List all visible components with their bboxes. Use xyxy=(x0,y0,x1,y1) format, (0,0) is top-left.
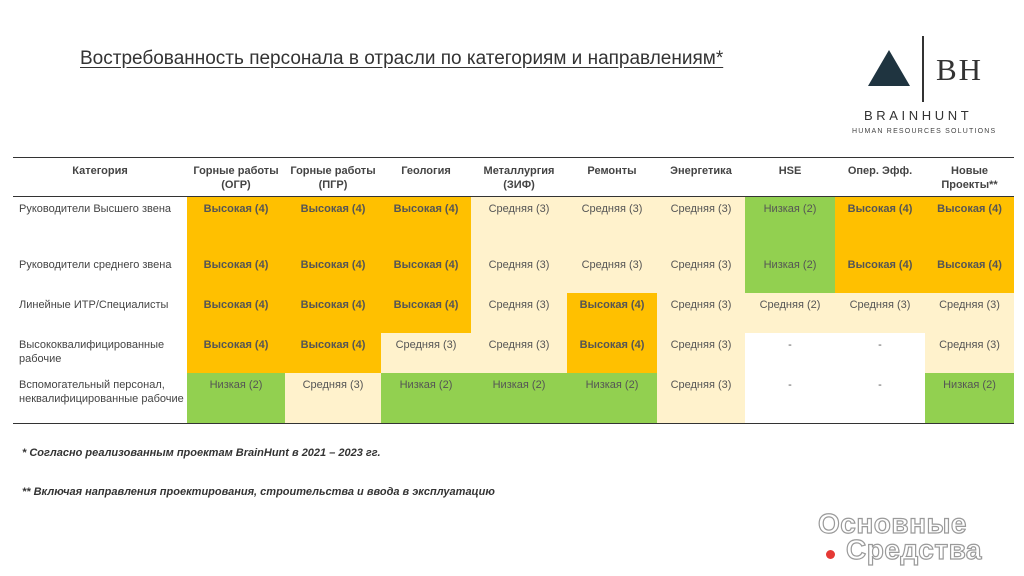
table-cell: Высокая (4) xyxy=(925,253,1014,293)
table-cell: Высокая (4) xyxy=(187,253,285,293)
table-cell: Средняя (3) xyxy=(925,333,1014,373)
table-cell: Высокая (4) xyxy=(381,197,471,254)
table-cell: Низкая (2) xyxy=(381,373,471,424)
table-cell: - xyxy=(745,373,835,424)
table-cell: Высокая (4) xyxy=(381,293,471,333)
table-cell: Высокая (4) xyxy=(835,197,925,254)
table-cell: Средняя (3) xyxy=(657,373,745,424)
table-header-row xyxy=(13,158,1014,197)
table-cell: Средняя (3) xyxy=(835,293,925,333)
header-col: Горные работы (ОГР) xyxy=(187,158,285,197)
table-cell: Высокая (4) xyxy=(187,333,285,373)
table-cell: Высокая (4) xyxy=(925,197,1014,254)
table-cell: Средняя (3) xyxy=(657,293,745,333)
table-cell: Высокая (4) xyxy=(285,293,381,333)
table-cell: Средняя (3) xyxy=(471,293,567,333)
footnote-2: ** Включая направления проектирования, строительства и ввода в эксплуатацию xyxy=(22,486,495,498)
table-row xyxy=(13,197,1014,254)
watermark xyxy=(812,508,1012,568)
table-cell: Высокая (4) xyxy=(285,333,381,373)
table-row xyxy=(13,333,1014,373)
table-cell: Средняя (2) xyxy=(745,293,835,333)
header-col: Ремонты xyxy=(567,158,657,197)
header-col: HSE xyxy=(745,158,835,197)
brainhunt-logo xyxy=(848,36,1008,140)
header-category: Категория xyxy=(13,158,187,197)
table-cell: Средняя (3) xyxy=(567,253,657,293)
row-label: Руководители Высшего звена xyxy=(19,203,172,215)
table-cell: - xyxy=(835,373,925,424)
triangle-icon xyxy=(868,50,910,86)
table-cell: Низкая (2) xyxy=(187,373,285,424)
table-cell: Высокая (4) xyxy=(187,197,285,254)
row-label: Вспомогательный персонал, неквалифицированные рабочие xyxy=(13,373,187,424)
table-cell: Высокая (4) xyxy=(381,253,471,293)
table-cell: Средняя (3) xyxy=(285,373,381,424)
table-cell: Низкая (2) xyxy=(471,373,567,424)
table-cell: Высокая (4) xyxy=(567,293,657,333)
row-label: Линейные ИТР/Специалисты xyxy=(19,299,169,311)
row-label: Руководители среднего звена xyxy=(19,259,172,271)
footnote-1: * Согласно реализованным проектам BrainHunt в 2021 – 2023 гг. xyxy=(22,447,381,459)
header-col: Горные работы (ПГР) xyxy=(285,158,381,197)
table-cell: Средняя (3) xyxy=(471,197,567,254)
header-col: Энергетика xyxy=(657,158,745,197)
table-row xyxy=(13,373,1014,424)
logo-divider xyxy=(922,36,924,102)
table-cell: Низкая (2) xyxy=(925,373,1014,424)
demand-table xyxy=(13,157,1014,424)
table-cell: Средняя (3) xyxy=(567,197,657,254)
table-cell: Низкая (2) xyxy=(745,253,835,293)
table-cell: Средняя (3) xyxy=(925,293,1014,333)
table-cell: Низкая (2) xyxy=(567,373,657,424)
table-row xyxy=(13,293,1014,333)
table-cell: - xyxy=(835,333,925,373)
table-cell: - xyxy=(745,333,835,373)
watermark-line-1: Основные xyxy=(818,508,967,539)
table-row xyxy=(13,253,1014,293)
table-cell: Средняя (3) xyxy=(471,253,567,293)
header-col: Новые Проекты** xyxy=(925,158,1014,197)
table-cell: Высокая (4) xyxy=(835,253,925,293)
row-label: Высококвалифицированные рабочие xyxy=(19,339,165,365)
watermark-line-2: Средства xyxy=(846,534,983,565)
table-cell: Средняя (3) xyxy=(657,333,745,373)
table-cell: Средняя (3) xyxy=(381,333,471,373)
header-col: Геология xyxy=(381,158,471,197)
table-cell: Средняя (3) xyxy=(657,197,745,254)
logo-tagline: HUMAN RESOURCES SOLUTIONS xyxy=(852,128,997,135)
table-cell: Высокая (4) xyxy=(187,293,285,333)
logo-brand: BRAINHUNT xyxy=(864,108,973,123)
header-col: Опер. Эфф. xyxy=(835,158,925,197)
table-cell: Низкая (2) xyxy=(745,197,835,254)
table-cell: Средняя (3) xyxy=(471,333,567,373)
table-cell: Высокая (4) xyxy=(285,197,381,254)
logo-mark: BH xyxy=(936,52,984,87)
header-col: Металлургия (ЗИФ) xyxy=(471,158,567,197)
table-cell: Средняя (3) xyxy=(657,253,745,293)
table-cell: Высокая (4) xyxy=(285,253,381,293)
watermark-dot-icon xyxy=(826,550,835,559)
page-title: Востребованность персонала в отрасли по категориям и направлениям* xyxy=(80,48,724,69)
table-cell: Высокая (4) xyxy=(567,333,657,373)
